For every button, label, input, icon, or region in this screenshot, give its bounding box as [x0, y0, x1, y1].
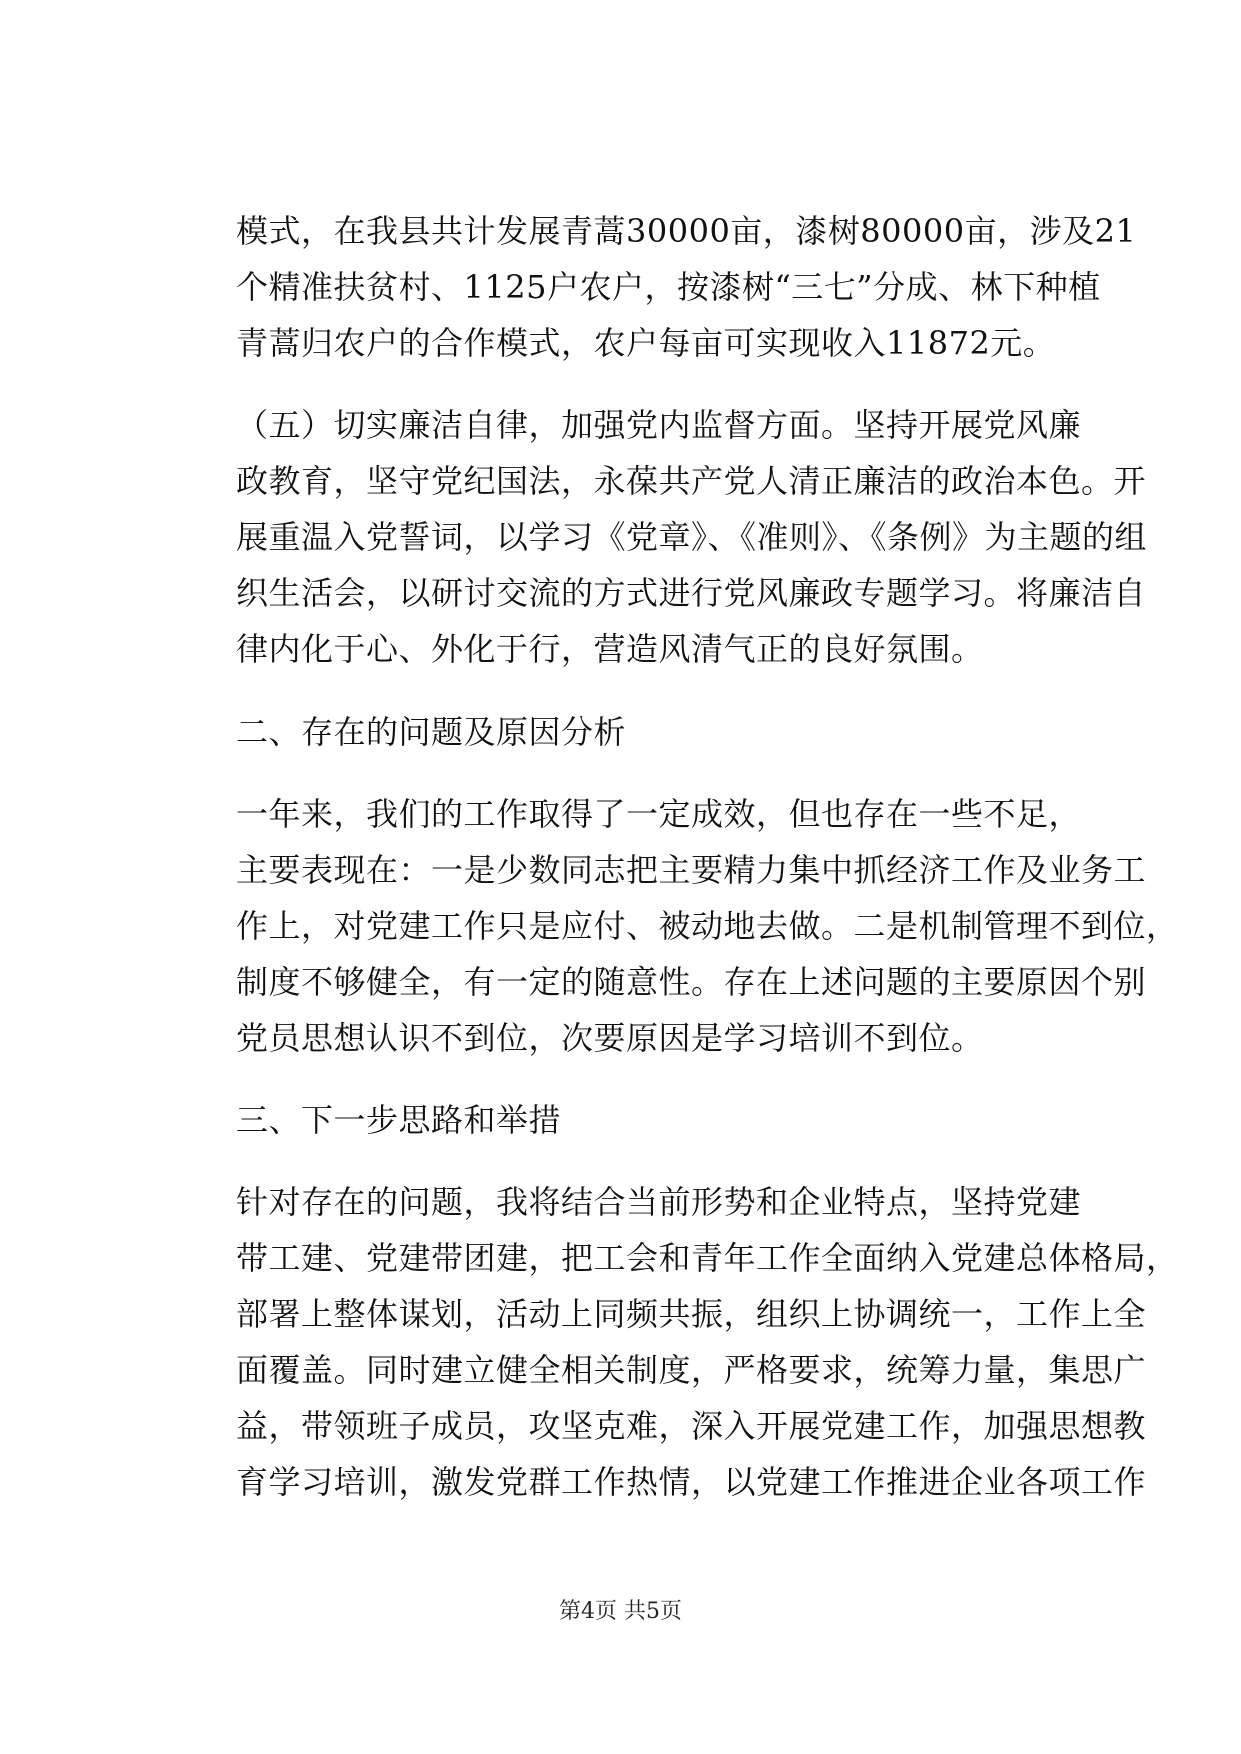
text-line: 主要表现在：一是少数同志把主要精力集中抓经济工作及业务工	[236, 851, 1147, 889]
text-line: 育学习培训，激发党群工作热情，以党建工作推进企业各项工作	[236, 1463, 1147, 1501]
text-line: 部署上整体谋划，活动上同频共振，组织上协调统一，工作上全	[236, 1295, 1147, 1333]
section-paragraph-line: （五）切实廉洁自律，加强党内监督方面。坚持开展党风廉	[236, 406, 1082, 444]
text-line: 律内化于心、外化于行，营造风清气正的良好氛围。	[236, 630, 984, 668]
section-heading: 二、存在的问题及原因分析	[236, 713, 627, 751]
text-line: 个精准扶贫村、1125户农户，按漆树“三七”分成、林下种植	[236, 268, 1101, 306]
text-line: 模式，在我县共计发展青蒿30000亩，漆树80000亩，涉及21	[236, 212, 1137, 250]
text-line: 制度不够健全，有一定的随意性。存在上述问题的主要原因个别	[236, 963, 1147, 1001]
text-line: 带工建、党建带团建，把工会和青年工作全面纳入党建总体格局，	[236, 1239, 1179, 1277]
text-line: 面覆盖。同时建立健全相关制度，严格要求，统筹力量，集思广	[236, 1351, 1147, 1389]
text-line: 益，带领班子成员，攻坚克难，深入开展党建工作，加强思想教	[236, 1407, 1147, 1445]
page-footer: 第4页 共5页	[559, 1599, 682, 1624]
text-line: 织生活会，以研讨交流的方式进行党风廉政专题学习。将廉洁自	[236, 574, 1147, 612]
text-line: 作上，对党建工作只是应付、被动地去做。二是机制管理不到位，	[236, 907, 1179, 945]
section-heading: 三、下一步思路和举措	[236, 1101, 562, 1139]
text-line: 党员思想认识不到位，次要原因是学习培训不到位。	[236, 1019, 984, 1057]
text-line: 展重温入党誓词，以学习《党章》、《准则》、《条例》为主题的组	[236, 518, 1148, 556]
text-line: 政教育，坚守党纪国法，永葆共产党人清正廉洁的政治本色。开	[236, 462, 1147, 500]
text-line: 针对存在的问题，我将结合当前形势和企业特点，坚持党建	[236, 1183, 1082, 1221]
text-line: 一年来，我们的工作取得了一定成效，但也存在一些不足，	[236, 795, 1082, 833]
text-line: 青蒿归农户的合作模式，农户每亩可实现收入11872元。	[236, 324, 1056, 362]
